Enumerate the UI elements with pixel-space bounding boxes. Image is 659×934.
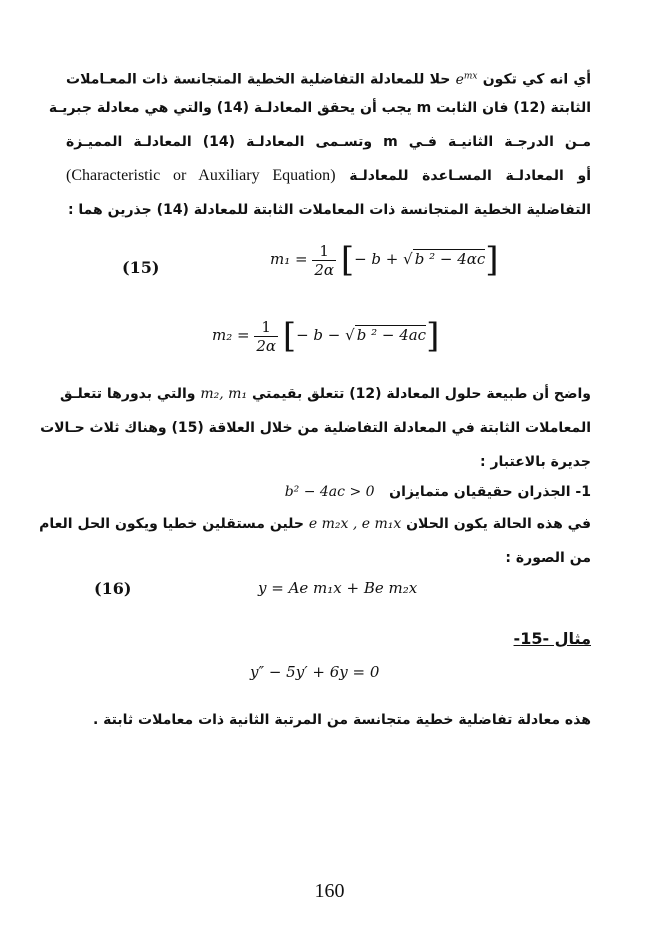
text-line-6: واضح أن طبيعة حلول المعادلة (12) تتعلق بقيمتي m₂, m₁ والتي بدورها تتعلـق — [60, 386, 591, 402]
equation-15-label: (15) — [122, 258, 160, 277]
example-title: مثال -15- — [513, 629, 591, 648]
text-line-7: المعاملات الثابتة في المعادلة التفاضلية من خلال العلاقة (15) وهناك ثلاث حـالات — [40, 420, 591, 436]
text-line-5: التفاضلية الخطية المتجانسة ذات المعاملات الثابتة للمعادلة (14) جذرين هما : — [67, 202, 591, 218]
text-line-12: هذه معادلة تفاضلية خطية متجانسة من المرتبة الثانية ذات معاملات ثابتة . — [92, 712, 591, 728]
text-line-2: الثابتة (12) فان الثابت m يجب أن يحقق المعادلـة (14) والتي هي معادلة جبريـة — [48, 100, 591, 116]
text-line-10: في هذه الحالة يكون الحلان e m₂x , e m₁x حلين مستقلين خطيا ويكون الحل العام — [39, 516, 591, 532]
equation-16-label: (16) — [94, 579, 132, 598]
equation-15-m2: m₂ = $\frac{1}{2\alpha}$ [− b − √ b ² − 4ac] — [212, 316, 440, 356]
text-line-8: جديرة بالاعتبار : — [479, 454, 591, 470]
equation-16: y = Ae m₁x + Be m₂x — [258, 579, 418, 597]
page-number: 160 — [314, 880, 345, 902]
example-equation: y″ − 5y′ + 6y = 0 — [250, 663, 380, 681]
text-line-9: 1- الجذران حقيقيان متمايزان b² − 4ac > 0 — [284, 484, 591, 500]
text-line-1: أي انه كي تكون $e^{mx}$ حلا للمعادلة التفاضلية الخطية المتجانسة ذات المعـاملات — [66, 71, 592, 88]
equation-15-m1: m₁ = $\frac{1}{2\alpha}$ [− b + √ b ² − 4αc] — [270, 240, 499, 280]
text-line-3: مـن الدرجـة الثانيـة فـي m وتسـمى المعادلـة (14) المعادلـة المميـزة — [66, 134, 591, 150]
text-line-4: أو المعادلـة المسـاعدة للمعادلـة (Characteristic or Auxiliary Equation) — [66, 167, 592, 184]
text-line-11: من الصورة : — [505, 550, 591, 566]
